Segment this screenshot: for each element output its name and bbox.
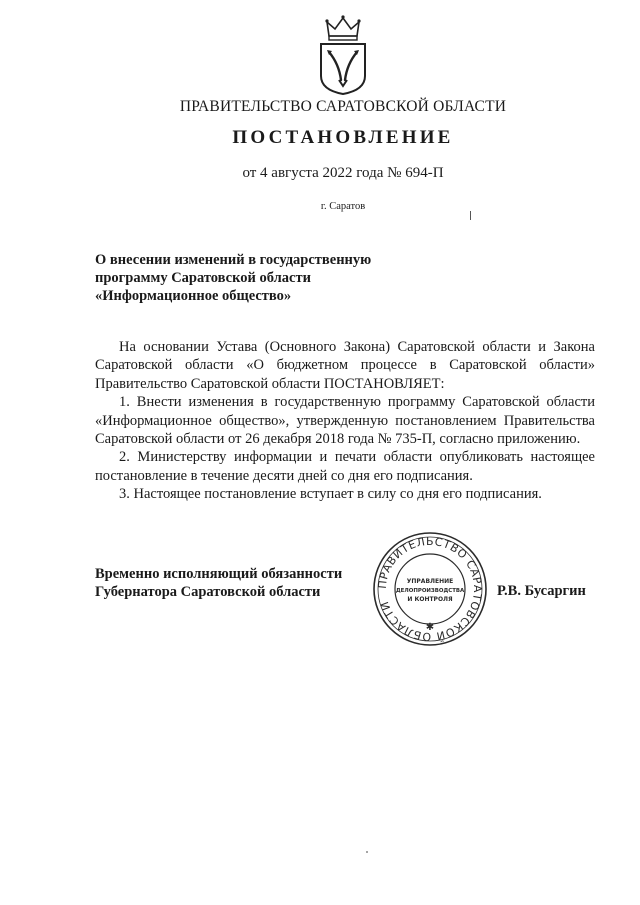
signatory-title-line: Губернатора Саратовской области <box>95 584 321 600</box>
stamp-center-line: И КОНТРОЛЯ <box>407 596 453 603</box>
subject-line: «Информационное общество» <box>95 288 292 304</box>
document-body <box>95 338 595 504</box>
subject-line: программу Саратовской области <box>95 270 311 286</box>
government-name: ПРАВИТЕЛЬСТВО САРАТОВСКОЙ ОБЛАСТИ <box>179 98 507 115</box>
document-type: ПОСТАНОВЛЕНИЕ <box>232 127 454 148</box>
signatory-name: Р.В. Бусаргин <box>497 583 586 599</box>
body-paragraph-item-1: 1. Внести изменения в государственную программу Саратовской области «Информационное общество», утвержденную постановлением Правительства Саратовской области от 26 декабря 2018 года № 735-П, согласно приложению. <box>95 394 595 448</box>
signatory-title <box>95 565 375 601</box>
scan-speck <box>366 851 368 853</box>
body-paragraph-preamble: На основании Устава (Основного Закона) Саратовской области и Закона Саратовской области «О бюджетном процессе в Саратовской области» Правительство Саратовской области ПОСТАНОВЛЯЕТ: <box>95 339 595 392</box>
margin-mark <box>470 211 471 220</box>
saratov-coat-of-arms-icon <box>315 14 371 96</box>
body-paragraph-item-3: 3. Настоящее постановление вступает в силу со дня его подписания. <box>119 486 542 503</box>
body-paragraph-item-2: 2. Министерству информации и печати области опубликовать настоящее постановление в течение десяти дней со дня его подписания. <box>95 449 595 484</box>
document-date-number: от 4 августа 2022 года № 694-П <box>242 165 444 181</box>
document-subject <box>95 251 425 305</box>
stamp-ring-text: ПРАВИТЕЛЬСТВО САРАТОВСКОЙ ОБЛАСТИ <box>375 534 485 644</box>
official-stamp-icon <box>372 531 488 647</box>
signatory-title-line: Временно исполняющий обязанности <box>95 566 343 582</box>
stamp-center-line: ДЕЛОПРОИЗВОДСТВА <box>395 588 465 594</box>
subject-line: О внесении изменений в государственную <box>95 252 372 268</box>
stamp-center-line: УПРАВЛЕНИЕ <box>406 578 454 585</box>
document-city: г. Саратов <box>320 201 366 212</box>
svg-text:✱: ✱ <box>425 622 435 633</box>
